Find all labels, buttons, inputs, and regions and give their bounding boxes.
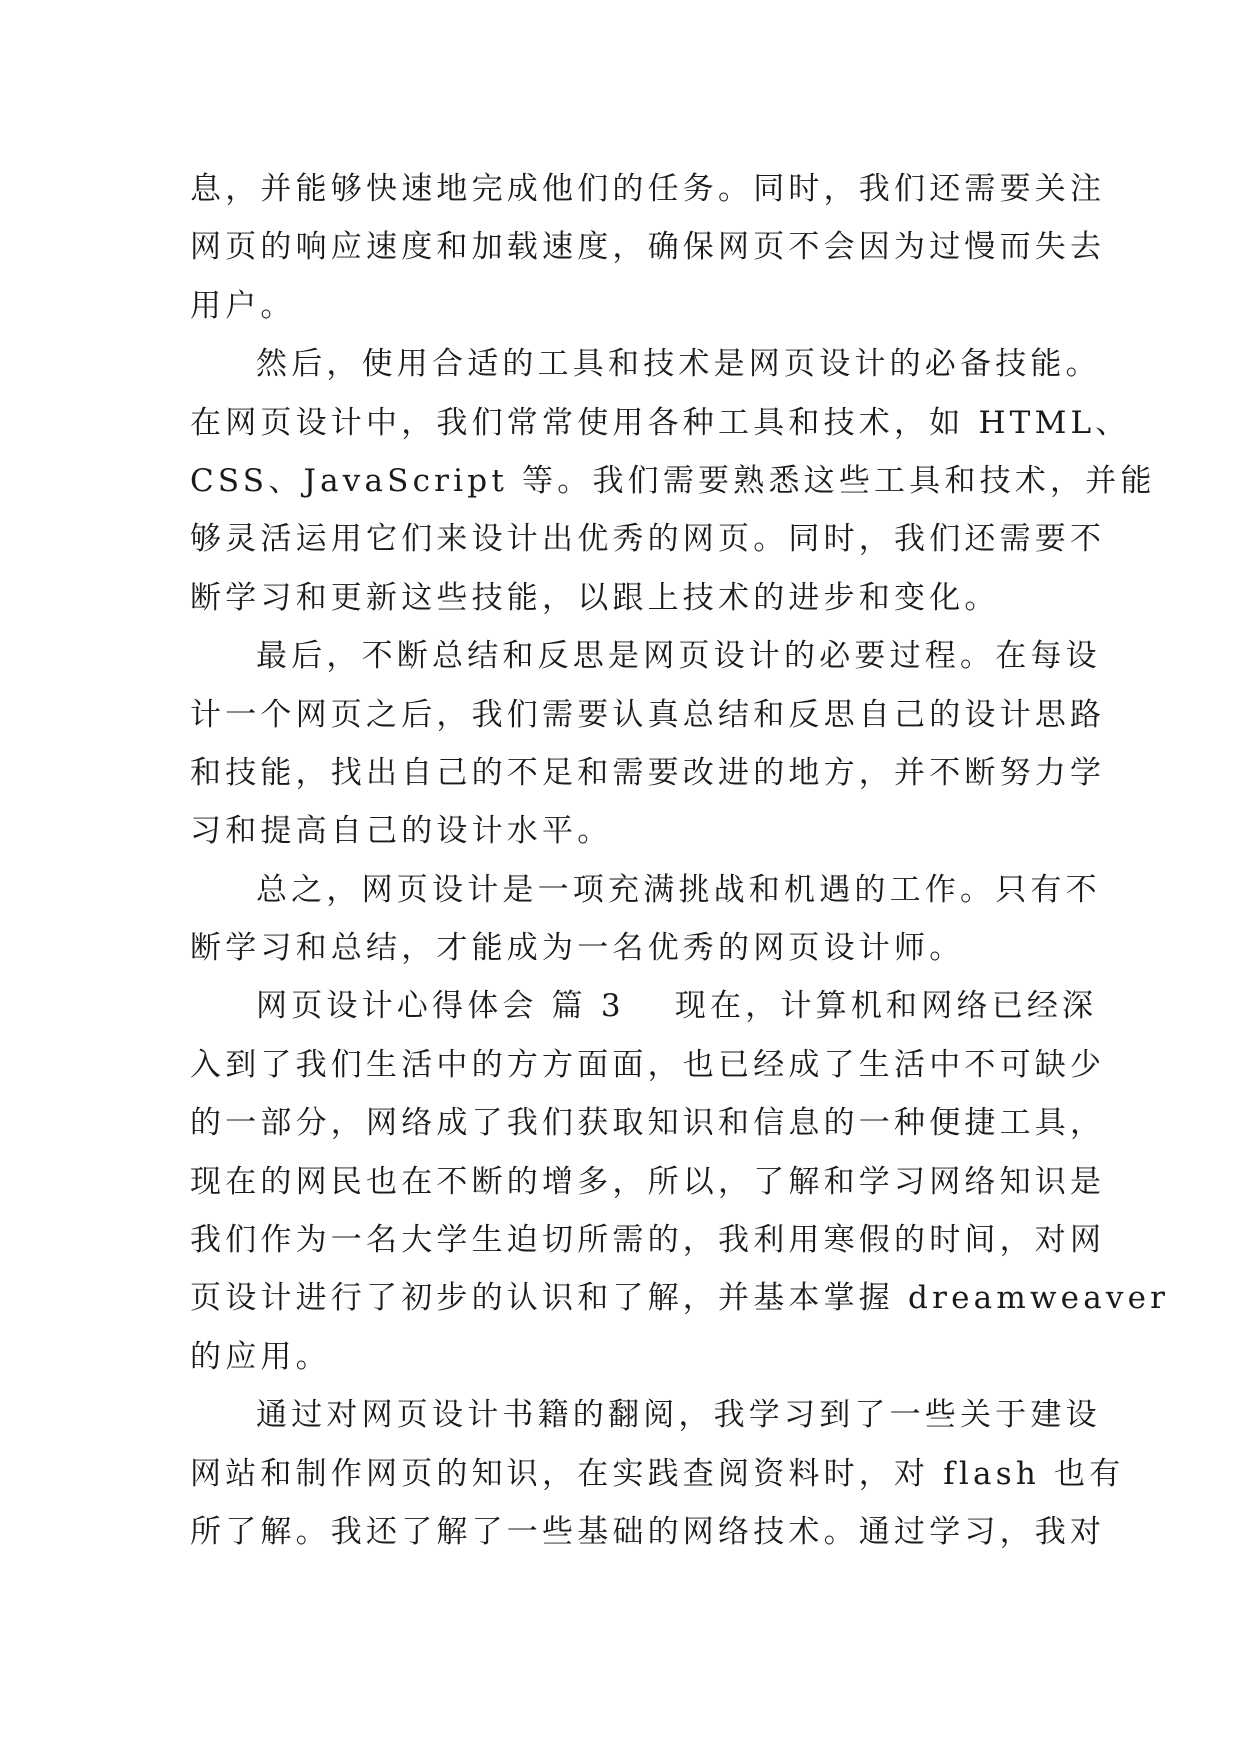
text-line: 息，并能够快速地完成他们的任务。同时，我们还需要关注 xyxy=(190,171,1106,207)
text-line: 的一部分，网络成了我们获取知识和信息的一种便捷工具， xyxy=(190,1105,1106,1142)
text-line: 现在的网民也在不断的增多，所以，了解和学习网络知识是 xyxy=(190,1163,1106,1200)
text-line: 我们作为一名大学生迫切所需的，我利用寒假的时间，对网 xyxy=(190,1222,1106,1259)
paragraph-start: 然后，使用合适的工具和技术是网页设计的必备技能。 xyxy=(256,346,1101,383)
text-line: 习和提高自己的设计水平。 xyxy=(190,813,613,850)
text-line: 断学习和总结，才能成为一名优秀的网页设计师。 xyxy=(190,930,965,967)
text-line: 网站和制作网页的知识，在实践查阅资料时，对 flash 也有 xyxy=(190,1455,1125,1492)
section-heading: 网页设计心得体会 篇 3 xyxy=(256,988,625,1025)
text-line: 断学习和更新这些技能，以跟上技术的进步和变化。 xyxy=(190,579,1000,616)
text-line: 页设计进行了初步的认识和了解，并基本掌握 dreamweaver xyxy=(190,1280,1170,1317)
paragraph-start: 通过对网页设计书籍的翻阅，我学习到了一些关于建设 xyxy=(256,1397,1101,1434)
section-heading-line xyxy=(190,977,1098,1035)
text-line: 网页的响应速度和加载速度，确保网页不会因为过慢而失去 xyxy=(190,229,1106,266)
text-line: 够灵活运用它们来设计出优秀的网页。同时，我们还需要不 xyxy=(190,521,1106,558)
text-line: 入到了我们生活中的方方面面，也已经成了生活中不可缺少 xyxy=(190,1046,1106,1083)
text-line: 在网页设计中，我们常常使用各种工具和技术，如 HTML、 xyxy=(190,404,1131,441)
document-body xyxy=(190,160,1170,1561)
text-line: 和技能，找出自己的不足和需要改进的地方，并不断努力学 xyxy=(190,754,1106,791)
text-line: 的应用。 xyxy=(190,1338,331,1375)
paragraph-start: 最后，不断总结和反思是网页设计的必要过程。在每设 xyxy=(256,638,1101,675)
paragraph-start: 总之，网页设计是一项充满挑战和机遇的工作。只有不 xyxy=(256,871,1101,908)
text-line: 用户。 xyxy=(190,287,296,324)
text-line: 计一个网页之后，我们需要认真总结和反思自己的设计思路 xyxy=(190,696,1106,733)
text-line: CSS、JavaScript 等。我们需要熟悉这些工具和技术，并能 xyxy=(190,462,1156,499)
section-first-text: 现在，计算机和网络已经深 xyxy=(674,988,1098,1025)
text-line: 所了解。我还了解了一些基础的网络技术。通过学习，我对 xyxy=(190,1513,1106,1550)
